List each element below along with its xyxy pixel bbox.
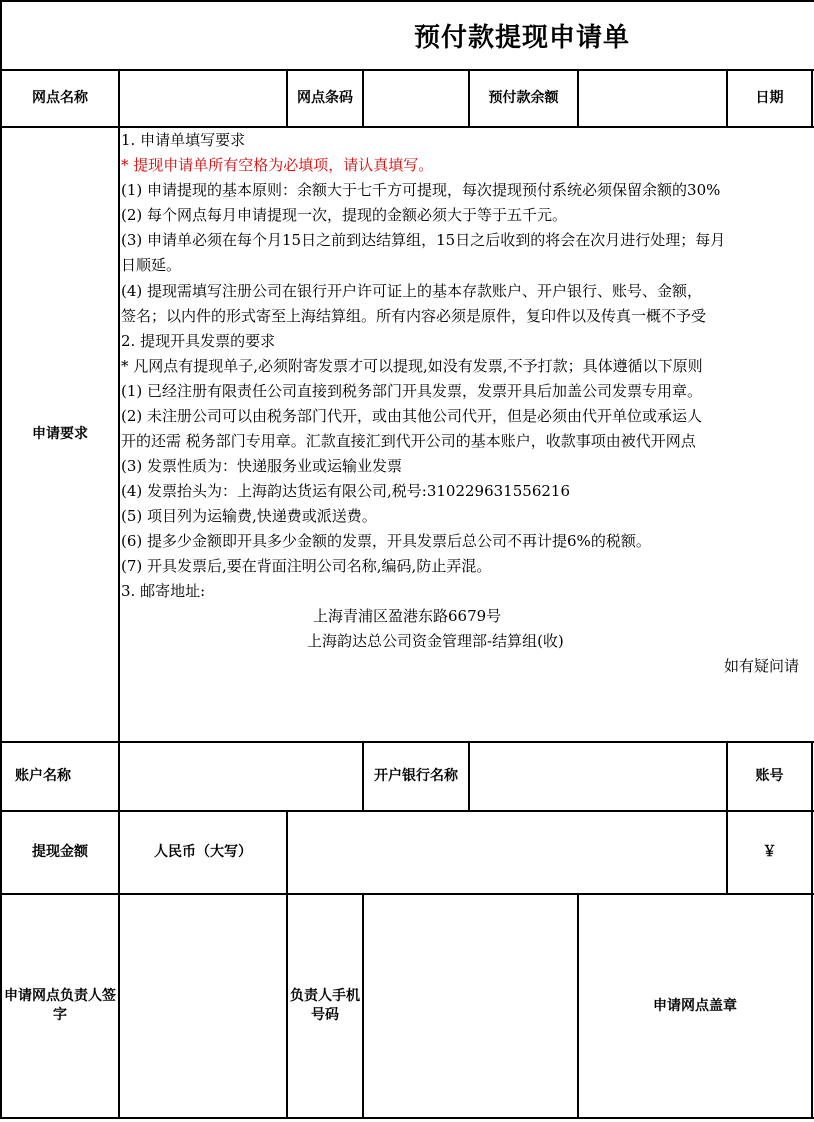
prepaid-balance-label: 预付款余额 [488,90,559,106]
req-line: (3) 申请单必须在每个月15日之前到达结算组，15日之后收到的将会在次月进行处理；每月 [121,231,726,249]
manager-phone-label: 负责人手机号码 [290,988,360,1023]
outlet-name-field[interactable] [120,71,286,126]
yuan-symbol: ￥ [762,844,777,860]
bank-name-field[interactable] [470,743,726,810]
bank-name-label: 开户银行名称 [374,768,458,784]
req-line: 开的还需 税务部门专用章。汇款直接汇到代开公司的基本账户，收款事项由被代开网点 [121,432,696,450]
req-line: 日顺延。 [121,256,182,274]
req-line: (4) 发票抬头为：上海韵达货运有限公司,税号:310229631556216 [121,482,570,500]
requirements-label: 申请要求 [32,426,88,442]
req-line: * 凡网点有提现单子,必须附寄发票才可以提现,如没有发票,不予打款；具体遵循以下原则 [121,357,703,375]
border-amount-right [811,810,813,895]
req-line: (4) 提现需填写注册公司在银行开户许可证上的基本存款账户、开户银行、账号、金额， [121,282,703,300]
border-account-right [811,741,813,812]
outlet-name-label: 网点名称 [32,90,88,106]
outlet-code-label: 网点条码 [297,90,353,106]
account-name-label: 账户名称 [15,768,71,784]
border-bottom [0,1117,814,1119]
withdrawal-amount-label: 提现金额 [32,844,88,860]
account-name-field[interactable] [120,743,362,810]
req-line: (1) 申请提现的基本原则：余额大于七千方可提现，每次提现预付系统必须保留余额的30% [121,181,721,199]
rmb-uppercase-label: 人民币（大写） [154,844,252,860]
req-line: (5) 项目列为运输费,快递费或派送费。 [121,507,377,525]
manager-signature-field[interactable] [120,895,286,1117]
date-label: 日期 [755,90,784,106]
req-line: (1) 已经注册有限责任公司直接到税务部门开具发票，发票开具后加盖公司发票专用章。 [121,382,703,400]
border-sign-right [811,893,813,1119]
mailing-address-recipient: 上海韵达总公司资金管理部-结算组(收) [307,632,564,650]
account-number-label: 账号 [755,768,784,784]
req-line: 签名；以内件的形式寄至上海结算组。所有内容必须是原件，复印件以及传真一概不予受 [121,307,707,325]
form-title: 预付款提现申请单 [413,22,630,53]
outlet-code-field[interactable] [364,71,468,126]
req-line: * 提现申请单所有空格为必填项，请认真填写。 [121,156,434,174]
requirements-text [121,128,814,740]
req-line: 2. 提现开具发票的要求 [121,332,276,350]
mailing-address-street: 上海青浦区盈港东路6679号 [313,607,502,625]
manager-signature-label: 申请网点负责人签字 [4,988,116,1023]
amount-uppercase-field[interactable] [288,812,726,893]
contact-note: 如有疑问请 [724,657,800,675]
manager-phone-field[interactable] [364,895,577,1117]
prepaid-balance-field[interactable] [579,71,726,126]
outlet-stamp-label: 申请网点盖章 [653,997,737,1014]
req-line: (3) 发票性质为：快递服务业或运输业发票 [121,457,403,475]
req-line: 3. 邮寄地址: [121,582,206,600]
req-line: (2) 未注册公司可以由税务部门代开，或由其他公司代开，但是必须由代开单位或承运人 [121,407,703,425]
req-line: (2) 每个网点每月申请提现一次，提现的金额必须大于等于五千元。 [121,206,568,224]
req-line: 1. 申请单填写要求 [121,131,246,149]
req-line: (7) 开具发票后,要在背面注明公司名称,编码,防止弄混。 [121,557,492,575]
req-line: (6) 提多少金额即开具多少金额的发票，开具发票后总公司不再计提6%的税额。 [121,532,651,550]
border-sign-a [286,893,288,1119]
border-col-right [811,69,813,128]
